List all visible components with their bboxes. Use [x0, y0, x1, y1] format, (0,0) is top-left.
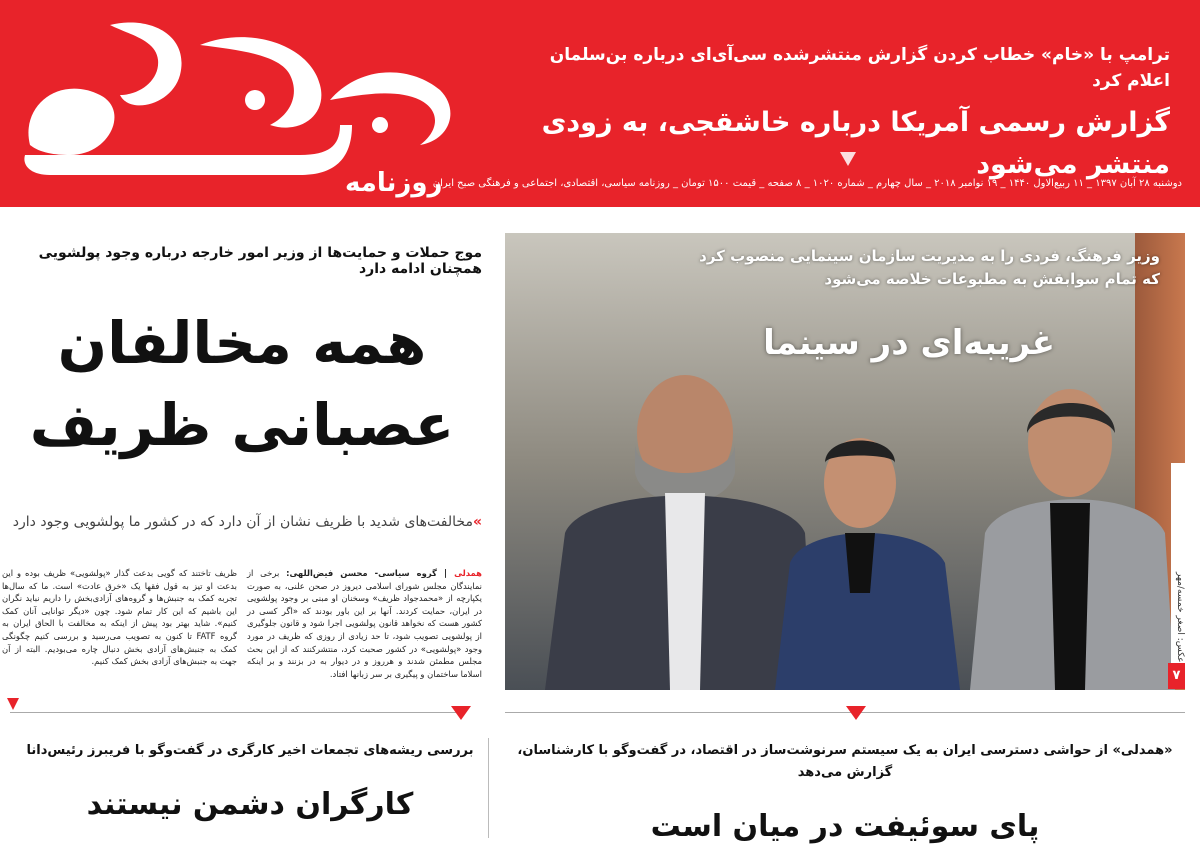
lead-source: همدلی: [454, 568, 482, 578]
photo-illustration: [505, 233, 1185, 690]
zarif-subtitle-text: مخالفت‌های شدید با ظریف نشان از آن دارد که در کشور ما پولشویی وجود دارد: [12, 514, 473, 530]
photo-page-ref[interactable]: ۷: [1168, 663, 1185, 689]
zarif-body: [2, 567, 482, 687]
workers-kicker: بررسی ریشه‌های تجمعات اخیر کارگری در گفت‌وگو با فریبرز رئیس‌دانا: [26, 743, 474, 758]
page-reference-badge-icon: [838, 150, 858, 168]
photo-credit: عکس: اصغر خمسه/مهر: [1171, 463, 1185, 663]
workers-story[interactable]: [10, 740, 490, 840]
zarif-body-text-2: ظریف تاختند که گویی بدعت گذار «پولشویی» ظریف بوده و این بدعت او تیز به قول فقها یک «خرق عادت» است. ما که سال‌ها تجربه کمک به جنبش‌ها و گروه‌های آزادی‌بخش را داریم نباید نگران این باشیم که این کار تمام شود. چون «دیگر توانایی آنان کمک کنیم». شاید بهتر بود پیش از اینکه به مخالفت با الحاق ایران به گروه FATF تا کنون به تصویب می‌رسید و بررسی کنیم چگونگی کمک به جنبش‌های آزادی بخش دنبال چاره می‌بودیم. البته از آن جهت به جنبش‌های آزادی بخش کمک کنیم.: [2, 568, 237, 667]
zarif-body-text-1: برخی از نمایندگان مجلس شورای اسلامی دیروز در صحن علنی، به صورت یکپارچه از «محمدجواد ظریف» وسخنان او مبنی بر وجود پولشویی در ایران، حمایت کردند. آنها بر این باور بودند که «اگر کسی در کشور هست که نخواهد قانون پولشویی اجرا شود و قانون جلوگیری از پولشویی تصویب شود، تا حد زیادی از روزی که ظریف در مورد وجود «پولشویی» در کشور صحبت کرد، منتشرکنند که از این بحث مجلس مطمئن شدند و هرروز و در دیوار به در بزنند و بر اینکه اسلاما ساختمان و پیگیری بر سر زبانها افتاد.: [247, 568, 482, 679]
zarif-kicker: موج حملات و حمایت‌ها از وزیر امور خارجه درباره وجود پولشویی همچنان ادامه دارد: [38, 245, 482, 277]
issue-info: دوشنبه ۲۸ آبان ۱۳۹۷ _ ۱۱ ربیع‌الاول ۱۴۴۰ _ ۱۹ نوامبر ۲۰۱۸ _ سال چهارم _ شماره ۱۰۲۰ _ ۸ صفحه _ قیمت ۱۵۰۰ تومان _ روزنامه سیاسی، اقتصادی، اجتماعی و فرهنگی صبح ایران: [432, 178, 1182, 189]
lead-photo[interactable]: [505, 233, 1185, 690]
swift-kicker: «همدلی» از حواشی دسترسی ایران به یک سیستم سرنوشت‌ساز در اقتصاد، در گفت‌وگو با کارشناسان، گزارش می‌دهد: [517, 743, 1173, 780]
logo-subtitle: روزنامه: [345, 168, 443, 198]
page-reference-badge-icon: [450, 705, 472, 721]
issue-date-line: [432, 178, 1182, 190]
zarif-headline-line-1: همه مخالفان: [57, 309, 427, 377]
bottom-left-rule: [10, 712, 465, 713]
workers-headline[interactable]: کارگران دشمن نیستند: [86, 787, 414, 822]
lead-byline: | گروه سیاسی- محسن فیض‌اللهی:: [286, 568, 455, 578]
zarif-headline-line-2: عصبانی ظریف: [29, 391, 455, 459]
zarif-subtitle: [2, 514, 482, 530]
zarif-body-column-1: [247, 567, 482, 687]
masthead: [0, 0, 1200, 207]
photo-kicker-line-2: که تمام سوابقش به مطبوعات خلاصه می‌شود: [824, 270, 1160, 288]
swift-headline[interactable]: پای سوئیفت در میان است: [650, 809, 1040, 844]
zarif-body-column-2: [2, 567, 237, 687]
photo-headline[interactable]: غریبه‌ای در سینما: [763, 323, 1055, 363]
subtitle-arrow-icon: »: [472, 514, 482, 530]
top-headline-kicker: ترامپ با «خام» خطاب کردن گزارش منتشرشده سی‌آی‌ای درباره بن‌سلمان اعلام کرد: [549, 45, 1170, 91]
swift-story[interactable]: [505, 740, 1185, 844]
top-headline-title[interactable]: گزارش رسمی آمریکا درباره خاشقجی، به زودی منتشر می‌شود: [541, 107, 1170, 180]
page-reference-badge-icon: [845, 705, 867, 721]
zarif-story: [0, 207, 492, 707]
photo-kicker-line-1: وزیر فرهنگ، فردی را به مدیریت سازمان سینمایی منصوب کرد: [699, 247, 1160, 265]
zarif-headline[interactable]: [2, 302, 482, 466]
page-reference-badge-icon: [6, 697, 20, 711]
photo-kicker: [600, 245, 1160, 291]
